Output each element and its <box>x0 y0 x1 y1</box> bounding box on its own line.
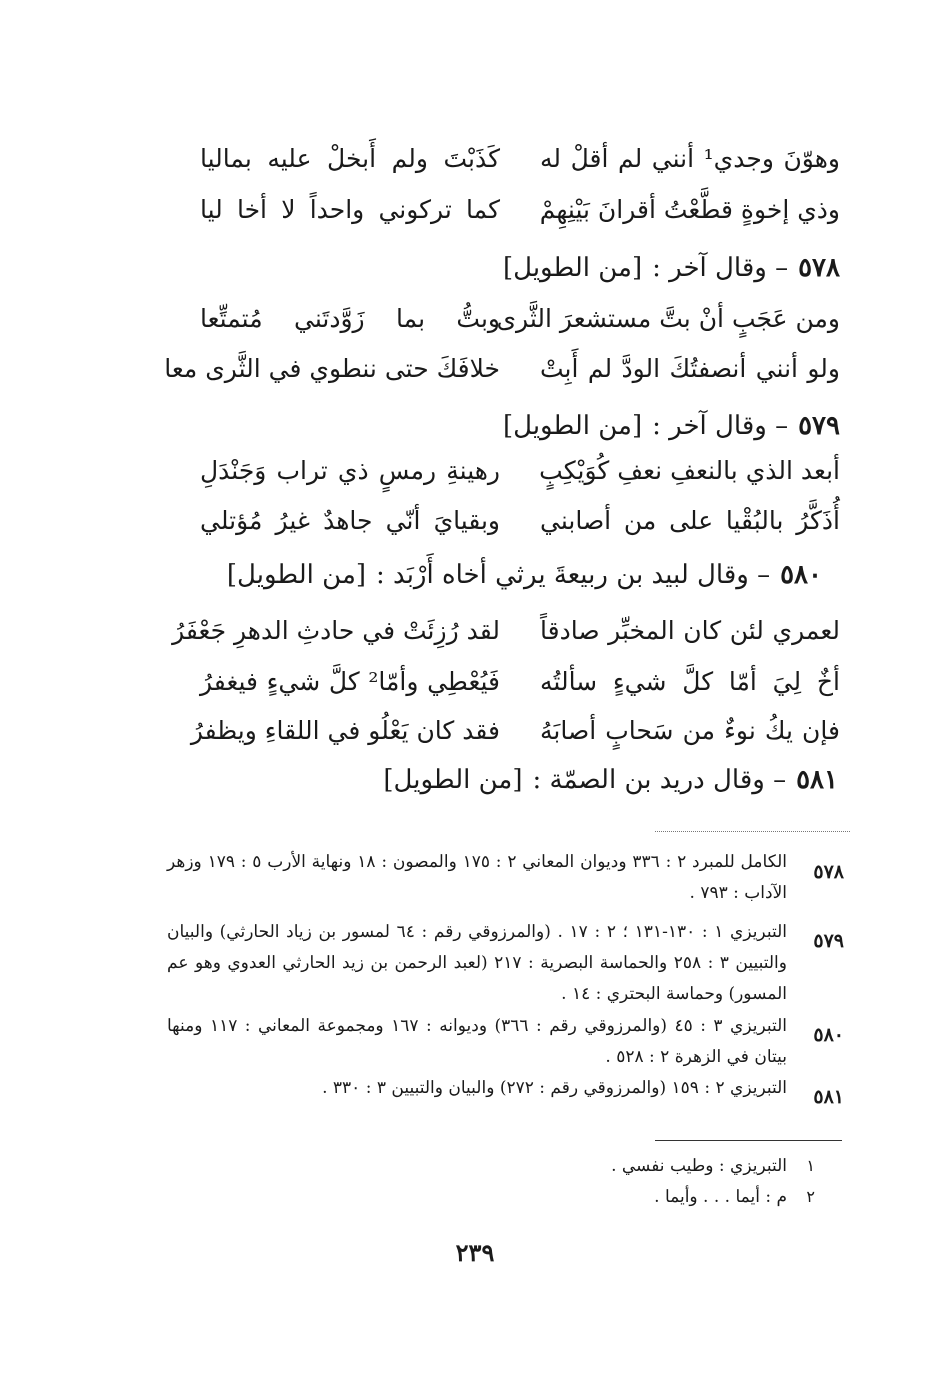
poem-intro: – وقال آخر : <box>652 411 789 441</box>
note-text: التبريزي ٣ : ٤٥ (والمرزوقي رقم : ٣٦٦) وديوانه : ١٦٧ ومجموعة المعاني : ١١٧ ومنها بيتان في الزهرة ٢ : ٥٢٨ . <box>167 1016 787 1067</box>
verse-second-hemistich: خلافَكَ حتى ننطوي في الثَّرى معا <box>164 354 500 383</box>
footnote-mark: ١ <box>806 1156 815 1175</box>
poem-intro: – وقال آخر : <box>652 253 789 283</box>
verse-line <box>172 608 840 654</box>
verse-first-hemistich: فإن يكُ نوءٌ من سَحابٍ أصابَهُ <box>540 716 840 745</box>
verse-second-hemistich: فقد كان يَعْلُو في اللقاءِ ويظفرُ <box>190 716 500 745</box>
verse-line <box>190 708 840 754</box>
note-number: ٥٨١ <box>813 1086 844 1108</box>
verse-second-hemistich: كما تركوني واحداً لا أخا ليا <box>200 195 500 224</box>
verse-first-hemistich: أبعد الذي بالنعفِ نعفِ كُوَيْكِبٍ <box>539 456 840 485</box>
verse-line <box>200 136 840 182</box>
poem-meter: [من الطويل] <box>226 560 367 590</box>
notes-separator <box>655 831 850 832</box>
poem-heading <box>503 403 840 449</box>
verse-line <box>164 346 840 392</box>
verse-line <box>200 498 840 544</box>
poem-intro: – وقال لبيد بن ربيعةَ يرثي أخاه أَرْبَد : <box>376 560 771 590</box>
poem-number: ٥٨٠ <box>780 560 822 590</box>
footnote-text: التبريزي : وطيب نفسي . <box>611 1156 787 1176</box>
verse-second-hemistich: وبقيايَ أنّي جاهدٌ غيرُ مُؤتلي <box>200 506 500 535</box>
verse-line <box>200 448 840 494</box>
footnotes-separator <box>655 1140 842 1141</box>
note-text: الكامل للمبرد ٢ : ٣٣٦ وديوان المعاني ٢ : ١٧٥ والمصون : ١٨ ونهاية الأرب ٥ : ١٧٩ وزهر الآداب : ٧٩٣ . <box>167 852 788 903</box>
poem-heading <box>503 245 840 291</box>
poem-number: ٥٧٩ <box>798 411 840 441</box>
footnote-mark: ٢ <box>806 1187 815 1206</box>
note-number: ٥٨٠ <box>813 1024 844 1046</box>
verse-second-hemistich: كَذَبْتَ ولم أَبخلْ عليه بماليا <box>200 144 500 173</box>
verse-line <box>200 187 840 233</box>
verse-first-hemistich: ولو أنني أنصفتُكَ الودَّ لم أَبِتْ <box>540 354 840 383</box>
verse-line <box>200 296 840 342</box>
verse-first-hemistich: أُذَكَّرُ بالبُقْيا على من أصابني <box>540 506 840 535</box>
poem-meter: [من الطويل] <box>502 253 643 283</box>
poem-heading <box>383 757 838 803</box>
verse-second-hemistich: رهينةِ رمسٍ ذي تراب وَجَنْدَلِ <box>200 456 500 485</box>
verse-first-hemistich: ومن عَجَبٍ أنْ بتَّ مستشعرَ الثَّرى <box>496 304 840 333</box>
note-number: ٥٧٩ <box>813 930 844 952</box>
poem-number: ٥٧٨ <box>798 253 840 283</box>
verse-second-hemistich: لقد رُزِئَتْ في حادثِ الدهرِ جَعْفَرُ <box>172 616 500 645</box>
verse-second-hemistich: فَيُعْطِي وأمّا² كلَّ شيءٍ فيغفرُ <box>200 667 500 696</box>
page-number: ٢٣٩ <box>455 1238 495 1267</box>
verse-first-hemistich: وهوّنَ وجدي¹ أنني لم أقلْ له <box>540 144 840 173</box>
poem-meter: [من الطويل] <box>502 411 643 441</box>
poem-intro: – وقال دريد بن الصمّة : <box>532 765 787 795</box>
note-number: ٥٧٨ <box>813 861 844 883</box>
poem-heading <box>227 552 822 598</box>
note-text: التبريزي ١ : ١٣٠-١٣١ ؛ ٢ : ١٧ . (والمرزوقي رقم : ٦٤ لمسور بن زياد الحارثي) والبيان والتبيين ٣ : ٢٥٨ والحماسة البصرية : ٢١٧ (لعبد الرحمن بن زيد الحارثي العدوي وهو عم المسور) وحماسة البحتري : ١٤ . <box>167 922 787 1004</box>
footnote-text: م : أيما . . . وأيما . <box>654 1187 787 1207</box>
verse-first-hemistich: وذي إخوةٍ قطَّعْتُ أقرانَ بَيْنِهِمْ <box>539 195 840 224</box>
poem-meter: [من الطويل] <box>383 765 523 795</box>
verse-second-hemistich: وبتُّ بما زَوَّدتَني مُتمتِّعا <box>200 304 500 333</box>
verse-first-hemistich: لعمري لئن كان المخبِّر صادقاً <box>540 616 840 645</box>
poem-number: ٥٨١ <box>796 765 838 795</box>
verse-line <box>200 659 840 705</box>
verse-first-hemistich: أخٌ لِيَ أمّا كلَّ شيءٍ سألتُه <box>540 667 840 696</box>
note-text: التبريزي ٢ : ١٥٩ (والمرزوقي رقم : ٢٧٢) والبيان والتبيين ٣ : ٣٣٠ . <box>322 1078 787 1098</box>
